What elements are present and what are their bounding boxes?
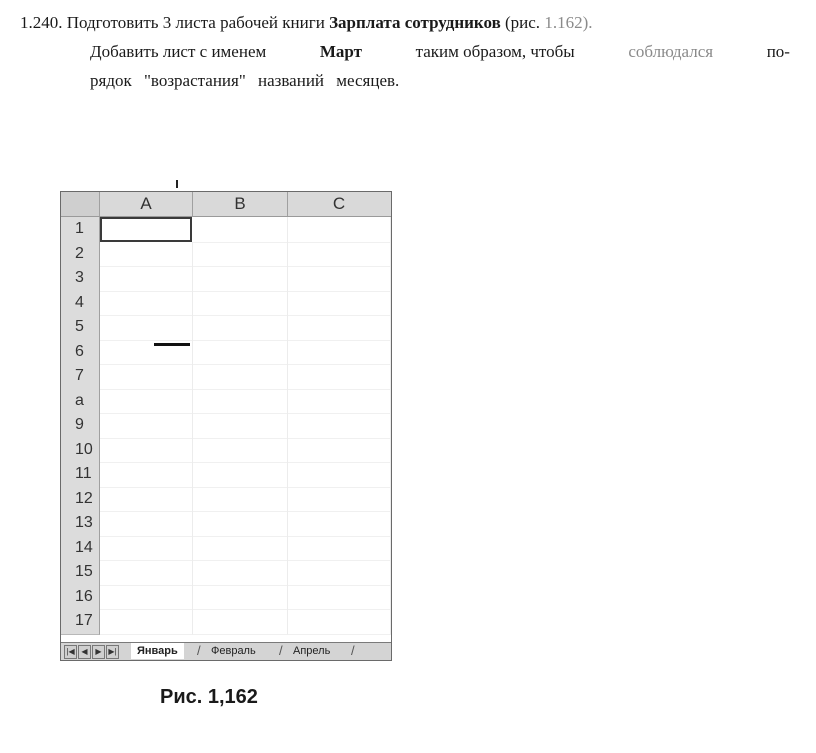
grid-cell[interactable] — [100, 364, 193, 390]
grid-cell[interactable] — [193, 413, 288, 439]
prev-sheet-icon[interactable]: ◀ — [78, 645, 91, 659]
grid-cell[interactable] — [193, 340, 288, 366]
first-sheet-icon[interactable]: |◀ — [64, 645, 77, 659]
grid-cell[interactable] — [288, 413, 391, 439]
task-line-1 — [20, 8, 790, 37]
tab-separator: / — [279, 643, 283, 658]
tab-january[interactable]: Январь — [131, 643, 184, 659]
grid-row — [61, 389, 391, 414]
grid-cell[interactable] — [100, 438, 193, 464]
grid-cell[interactable] — [193, 609, 288, 635]
grid-cell[interactable] — [100, 511, 193, 537]
grid-cell[interactable] — [193, 487, 288, 513]
row-header[interactable]: 16 — [61, 585, 100, 611]
task-text-part: по- — [766, 42, 790, 61]
grid-cell[interactable] — [193, 511, 288, 537]
last-sheet-icon[interactable]: ▶| — [106, 645, 119, 659]
grid-cell[interactable] — [193, 389, 288, 415]
row-header[interactable]: 17 — [61, 609, 100, 635]
tab-separator: / — [351, 643, 355, 658]
grid-row — [61, 511, 391, 536]
grid-cell[interactable] — [288, 315, 391, 341]
grid-row — [61, 560, 391, 585]
grid-cell[interactable] — [100, 242, 193, 268]
grid-row — [61, 364, 391, 389]
grid-cell[interactable] — [288, 242, 391, 268]
row-header[interactable]: 4 — [61, 291, 100, 317]
figure-caption: Рис. 1,162 — [160, 686, 258, 708]
grid-cell[interactable] — [193, 266, 288, 292]
grid-cell[interactable] — [100, 487, 193, 513]
grid-cell[interactable] — [100, 585, 193, 611]
grid-cell[interactable] — [193, 536, 288, 562]
grid-cell[interactable] — [288, 511, 391, 537]
scan-mark — [176, 180, 178, 188]
row-header[interactable]: 2 — [61, 242, 100, 268]
grid-row — [61, 536, 391, 561]
spreadsheet-figure — [60, 191, 392, 661]
grid-cell[interactable] — [288, 536, 391, 562]
grid-cell[interactable] — [288, 560, 391, 586]
grid-cell[interactable] — [100, 462, 193, 488]
grid-cell[interactable] — [288, 217, 391, 243]
grid-row — [61, 438, 391, 463]
row-header[interactable]: 14 — [61, 536, 100, 562]
grid-cell[interactable] — [100, 560, 193, 586]
scan-mark — [154, 343, 190, 346]
grid-cell[interactable] — [100, 413, 193, 439]
grid-row — [61, 266, 391, 291]
select-all-corner[interactable] — [61, 192, 100, 216]
grid-row — [61, 340, 391, 365]
grid-cell[interactable] — [100, 536, 193, 562]
grid-cell[interactable] — [193, 462, 288, 488]
row-header[interactable]: 13 — [61, 511, 100, 537]
task-number: 1.240. — [20, 13, 63, 32]
grid-cell[interactable] — [193, 560, 288, 586]
task-text-part: Подготовить 3 листа рабочей книги — [66, 13, 330, 32]
next-sheet-icon[interactable]: ▶ — [92, 645, 105, 659]
grid-cell[interactable] — [193, 438, 288, 464]
grid-row — [61, 315, 391, 340]
grid-rows — [61, 217, 391, 634]
grid-cell[interactable] — [288, 487, 391, 513]
task-text — [20, 8, 790, 95]
column-header-bar — [61, 192, 391, 217]
task-text-part: Добавить лист с именем — [90, 42, 267, 61]
task-line-3: рядок "возрастания" названий месяцев. — [90, 71, 400, 90]
figure-reference: 1.162). — [544, 13, 593, 32]
grid-cell[interactable] — [288, 389, 391, 415]
grid-cell[interactable] — [288, 462, 391, 488]
sheet-name-march: Март — [319, 42, 362, 61]
row-header[interactable]: 15 — [61, 560, 100, 586]
column-header-c[interactable]: C — [332, 194, 346, 213]
tab-february[interactable]: Февраль — [211, 645, 256, 657]
row-header[interactable]: a — [61, 389, 100, 415]
grid-cell[interactable] — [100, 291, 193, 317]
tab-april[interactable]: Апрель — [293, 645, 331, 657]
grid-cell[interactable] — [193, 585, 288, 611]
workbook-name: Зарплата сотрудников — [329, 13, 501, 32]
grid-cell[interactable] — [193, 217, 288, 243]
grid-cell[interactable] — [193, 315, 288, 341]
row-header[interactable]: 5 — [61, 315, 100, 341]
grid-row — [61, 585, 391, 610]
grid-row — [61, 242, 391, 267]
grid-row — [61, 217, 391, 242]
grid-cell[interactable] — [288, 340, 391, 366]
grid-cell[interactable] — [288, 266, 391, 292]
row-header[interactable]: 3 — [61, 266, 100, 292]
grid-cell[interactable] — [193, 364, 288, 390]
grid-cell[interactable] — [288, 364, 391, 390]
row-header[interactable]: 12 — [61, 487, 100, 513]
grid-cell[interactable] — [288, 585, 391, 611]
grid-row — [61, 462, 391, 487]
grid-cell[interactable] — [193, 242, 288, 268]
row-header[interactable]: 6 — [61, 340, 100, 366]
grid-row — [61, 413, 391, 438]
grid-cell[interactable] — [100, 315, 193, 341]
task-text-part: таким образом, чтобы — [415, 42, 575, 61]
grid-row — [61, 487, 391, 512]
grid-row — [61, 609, 391, 634]
column-header-b[interactable]: B — [193, 192, 288, 216]
tab-separator: / — [197, 643, 201, 658]
column-header-a[interactable]: A — [100, 192, 193, 216]
row-header[interactable]: 9 — [61, 413, 100, 439]
grid-row — [61, 291, 391, 316]
task-text-grey: соблюдался — [628, 42, 714, 61]
grid-cell[interactable] — [288, 291, 391, 317]
sheet-tab-bar — [61, 642, 391, 660]
grid-cell[interactable] — [288, 609, 391, 635]
row-header[interactable]: 1 — [61, 217, 100, 243]
grid-cell[interactable] — [100, 389, 193, 415]
row-header[interactable]: 10 — [61, 438, 100, 464]
grid-cell[interactable] — [193, 291, 288, 317]
grid-cell[interactable] — [100, 609, 193, 635]
grid-cell[interactable] — [100, 266, 193, 292]
task-text-part: (рис. — [500, 13, 545, 32]
row-header[interactable]: 7 — [61, 364, 100, 390]
grid-cell[interactable] — [288, 438, 391, 464]
active-cell[interactable] — [100, 217, 192, 242]
task-line-2 — [20, 37, 790, 66]
row-header[interactable]: 11 — [61, 462, 100, 488]
